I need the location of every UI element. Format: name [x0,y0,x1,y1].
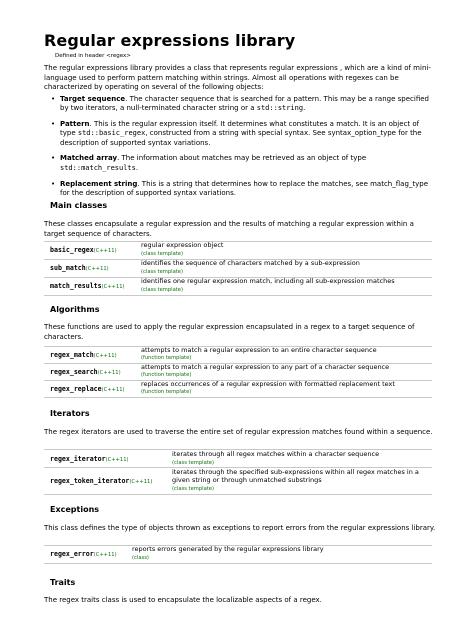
version-badge: (C++11) [101,387,125,393]
version-badge: (C++11) [97,370,121,376]
page-title: Regular expressions library [44,31,296,50]
version-badge: (C++11) [93,353,117,359]
entry-desc: replaces occurrences of a regular expression with formatted replacement text [141,380,395,388]
basic-regex-link[interactable] [50,246,117,254]
term: Target sequence [60,95,126,103]
entry-name: regex_error [50,550,94,558]
entry-desc: attempts to match a regular expression to any part of a character sequence [141,363,390,371]
section-desc-iterators: The regex iterators are used to traverse the entire set of regular expression matches found within a sequence. [44,428,433,436]
sub-match-link[interactable] [50,264,109,272]
table-row [44,380,432,398]
exceptions-table [44,545,432,564]
term: Replacement string [60,179,138,188]
table-row [44,449,432,467]
list-item [51,154,436,173]
term-text-end: , constructed from a string with special syntax. See syntax_option_type for the description of supported syntax variations. [60,129,422,147]
entry-kind: (class template) [172,486,214,492]
version-badge: (C++11) [93,248,117,254]
table-row [44,241,432,259]
term-text: . This is the regular expression itself. It determines what constitutes a match. It is an object of type [60,120,420,138]
entry-desc: identifies the sequence of characters matched by a sub-expression [141,259,360,267]
header-note: Defined in header <regex> [55,53,131,59]
regex-replace-link[interactable] [50,385,125,393]
entry-name: regex_iterator [50,455,106,463]
entry-name: regex_replace [50,385,102,393]
term-text-end: . [303,104,306,113]
entry-kind: (class template) [141,287,183,293]
term: Pattern [60,120,90,129]
table-row [44,346,432,363]
entry-name: regex_token_iterator [50,477,130,485]
regex-error-link[interactable] [50,550,117,558]
term: Matched array [60,154,118,163]
entry-kind: (class template) [172,460,214,466]
entry-kind: (function template) [141,355,192,361]
entry-desc: iterates through the specified sub-expressions within all regex matches in a given string or through unmatched substrings [172,468,419,484]
version-badge: (C++11) [85,266,109,272]
table-row [44,363,432,380]
entry-name: regex_match [50,351,94,359]
entry-name: match_results [50,282,102,290]
regex-match-link[interactable] [50,351,117,359]
table-row [44,259,432,277]
section-desc-traits: The regex traits class is used to encapsulate the localizable aspects of a regex. [44,596,322,604]
entry-desc: iterates through all regex matches within a character sequence [172,450,380,458]
version-badge: (C++11) [129,479,153,485]
algorithms-table [44,346,432,398]
entry-name: sub_match [50,264,86,272]
table-row [44,467,432,495]
term-text: . The information about matches may be retrieved as an object of type [117,154,367,163]
entry-kind: (class template) [141,269,183,275]
list-item [51,120,436,148]
entry-name: basic_regex [50,246,94,254]
list-item [51,95,436,114]
section-heading-exceptions: Exceptions [50,505,100,514]
section-desc-exceptions: This class defines the type of objects thrown as exceptions to report errors from the regular expressions library. [44,524,436,532]
entry-desc: attempts to match a regular expression to an entire character sequence [141,346,377,354]
section-desc-algorithms: These functions are used to apply the regular expression encapsulated in a regex to a target sequence of characters. [44,323,415,341]
term-text: . The character sequence that is searched for a pattern. This may be a range specified by two iterators, a null-terminated character string or a [60,95,429,113]
entry-desc: reports errors generated by the regular expressions library [132,545,324,553]
regex-search-link[interactable] [50,368,121,376]
entry-kind: (function template) [141,389,192,395]
term-text: . This is a string that determines how to replace the matches, see match_flag_type for the description of supported syntax variations. [60,179,429,197]
main-classes-table [44,241,432,296]
code: std::string [256,104,304,113]
entry-desc: regular expression object [141,241,224,249]
intro-paragraph: The regular expressions library provides a class that represents regular expressions , which are a kind of mini-language used to perform pattern matching within strings. Almost all operations with regexes can be characterized by operating on several of the following objects: [44,64,431,91]
regex-token-iterator-link[interactable] [50,477,152,485]
code: std::basic_regex [77,129,146,138]
entry-kind: (class template) [141,251,183,257]
object-list [51,95,436,205]
match-results-link[interactable] [50,282,125,290]
section-heading-algorithms: Algorithms [50,305,100,314]
bullet-icon: • [51,179,56,188]
term-text-end: . [135,163,139,172]
entry-kind: (class) [132,555,149,561]
list-item [51,179,436,199]
version-badge: (C++11) [105,457,129,463]
entry-desc: identifies one regular expression match, including all sub-expression matches [141,277,395,285]
section-heading-main-classes: Main classes [50,201,108,210]
bullet-icon: • [51,95,56,103]
regex-iterator-link[interactable] [50,455,129,463]
bullet-icon: • [51,154,56,163]
section-heading-traits: Traits [50,578,76,587]
entry-name: regex_search [50,368,98,376]
entry-kind: (function template) [141,372,192,378]
version-badge: (C++11) [93,552,117,558]
iterators-table [44,449,432,495]
table-row [44,545,432,564]
table-row [44,277,432,296]
section-desc-main-classes: These classes encapsulate a regular expression and the results of matching a regular expression within a target sequence of characters. [44,220,414,238]
bullet-icon: • [51,120,56,129]
code: std::match_results [60,163,136,172]
version-badge: (C++11) [101,284,125,290]
section-heading-iterators: Iterators [50,409,90,418]
